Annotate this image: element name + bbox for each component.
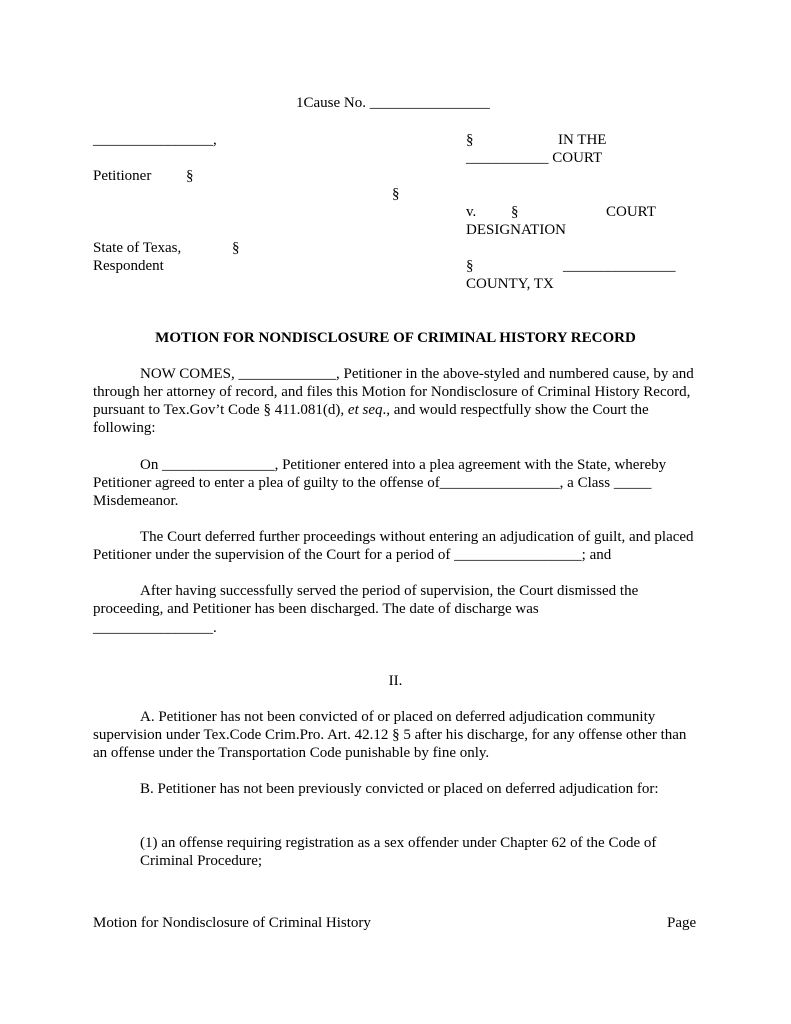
footer-page-label: Page	[667, 915, 697, 931]
petitioner-name-blank: ________________,	[93, 132, 217, 148]
paragraph-now-comes	[93, 365, 703, 437]
paragraph-plea-agreement: On _______________, Petitioner entered into a plea agreement with the State, whereby Petitioner agreed to enter a plea of guilty to the offense of________________, a Class _____ Misdemeanor.	[93, 457, 667, 509]
county-label: COUNTY, TX	[466, 276, 554, 292]
right-section-symbol-1: §	[466, 132, 474, 148]
cause-number: 1Cause No. ________________	[296, 95, 490, 111]
document-title: MOTION FOR NONDISCLOSURE OF CRIMINAL HISTORY RECORD	[155, 330, 636, 346]
paragraph-now-comes-text-a: NOW COMES, _____________, Petitioner in the above-styled and numbered cause, by and through her attorney of record, and files this Motion for Nondisclosure of Criminal History Record, pursuant to Tex.Gov’t Code § 411.081(d),	[93, 366, 694, 418]
right-section-symbol-2: §	[511, 204, 519, 220]
paragraph-deferred-proceedings: The Court deferred further proceedings without entering an adjudication of guilt, and placed Petitioner under the supervision of the Court for a period of _________________; and	[93, 529, 694, 563]
respondent-label: Respondent	[93, 258, 164, 274]
section-heading: II.	[388, 673, 403, 689]
state-label: State of Texas,	[93, 240, 182, 256]
footer-title: Motion for Nondisclosure of Criminal History	[93, 915, 371, 931]
court-name-blank: ___________ COURT	[466, 150, 603, 166]
petitioner-section-symbol: §	[186, 168, 194, 184]
discharge-date-blank: ________________.	[93, 620, 217, 636]
item-b1: (1) an offense requiring registration as a sex offender under Chapter 62 of the Code of Criminal Procedure;	[140, 835, 657, 869]
versus-label: v.	[466, 204, 477, 220]
designation-label: DESIGNATION	[466, 222, 566, 238]
middle-section-symbol: §	[392, 186, 400, 202]
paragraph-now-comes-emphasis: et seq	[347, 402, 383, 418]
paragraph-now-comes-text-b: ., and would respectfully show the Court the following:	[93, 402, 649, 436]
court-label: COURT	[606, 204, 656, 220]
paragraph-discharge: After having successfully served the period of supervision, the Court dismissed the proceeding, and Petitioner has been discharged. The date of discharge was	[93, 583, 639, 617]
county-blank: _______________	[563, 258, 676, 274]
petitioner-label: Petitioner	[93, 168, 152, 184]
state-section-symbol: §	[232, 240, 240, 256]
item-b: B. Petitioner has not been previously convicted or placed on deferred adjudication for:	[140, 781, 659, 797]
item-a: A. Petitioner has not been convicted of or placed on deferred adjudication community supervision under Tex.Code Crim.Pro. Art. 42.12 § 5 after his discharge, for any offense other than an offense under the Transportation Code punishable by fine only.	[93, 709, 687, 761]
in-the-label: IN THE	[558, 132, 607, 148]
right-section-symbol-3: §	[466, 258, 474, 274]
